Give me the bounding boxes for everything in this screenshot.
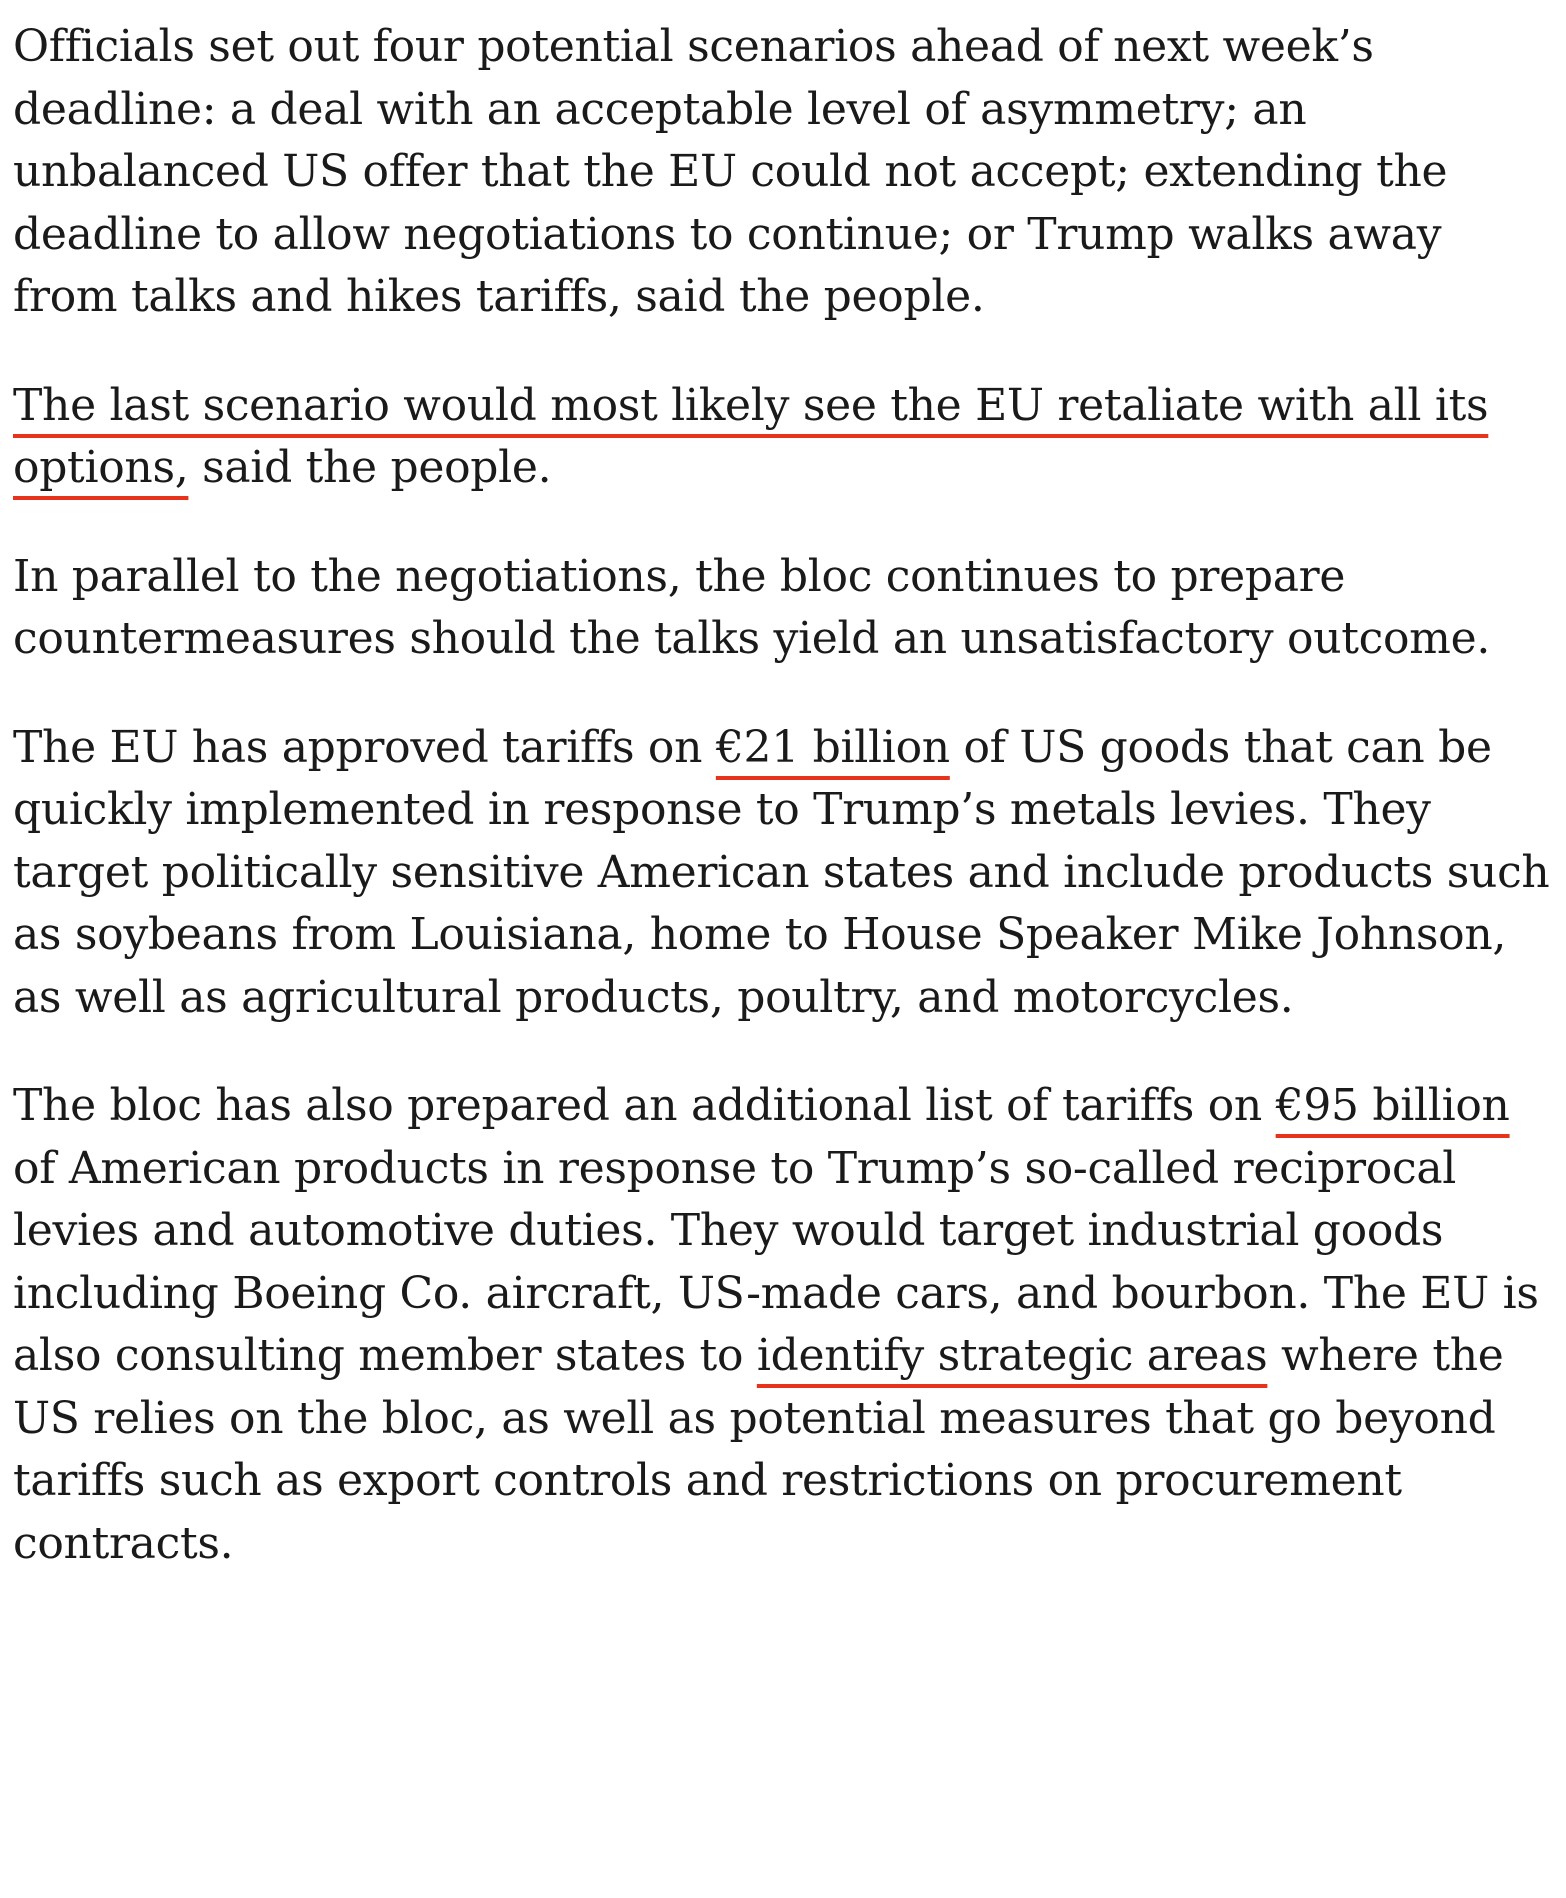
paragraph-text: Officials set out four potential scenarios ahead of next week’s deadline: a deal with an acceptable level of asymmetry; an unbalanced US offer that the EU could not accept; extending the deadline to allow negotiations to continue; or Trump walks away from talks and hikes tariffs, said the people. (13, 21, 1448, 322)
highlighted-text-strategic-areas: identify strategic areas (756, 1330, 1268, 1381)
paragraph-scenarios (13, 16, 1553, 329)
paragraph-21-billion (13, 717, 1553, 1030)
paragraph-text: where the US relies on the bloc, as well as potential measures that go beyond tariffs such as export controls and restrictions on procurement contracts. (13, 1330, 1504, 1569)
highlighted-text-95-billion: €95 billion (1275, 1080, 1510, 1131)
paragraph-text: In parallel to the negotiations, the bloc continues to prepare countermeasures should the talks yield an unsatisfactory outcome. (13, 550, 1491, 664)
highlighted-text-21-billion: €21 billion (715, 721, 950, 773)
paragraph-text: The EU has approved tariffs on (13, 721, 716, 773)
paragraph-last-scenario (13, 375, 1553, 500)
paragraph-text: of American products in response to Trump’s so-called reciprocal levies and automotive duties. They would target industrial goods including Boeing Co. aircraft, US-made cars, and bourbon. The EU is also consulting member states to (13, 1142, 1539, 1381)
paragraph-countermeasures (13, 546, 1553, 671)
paragraph-text: of US goods that can be quickly implemented in response to Trump’s metals levies. They target politically sensitive American states and include products such as soybeans from Louisiana, home to House Speaker Mike Johnson, as well as agricultural products, poultry, and motorcycles. (13, 721, 1550, 1023)
paragraph-text: The bloc has also prepared an additional list of tariffs on (13, 1080, 1276, 1131)
paragraph-text: said the people. (188, 442, 552, 493)
article-body (13, 16, 1553, 1621)
paragraph-95-billion (13, 1075, 1553, 1575)
highlighted-text-retaliate: The last scenario would most likely see the EU retaliate with all its options, (13, 379, 1489, 493)
